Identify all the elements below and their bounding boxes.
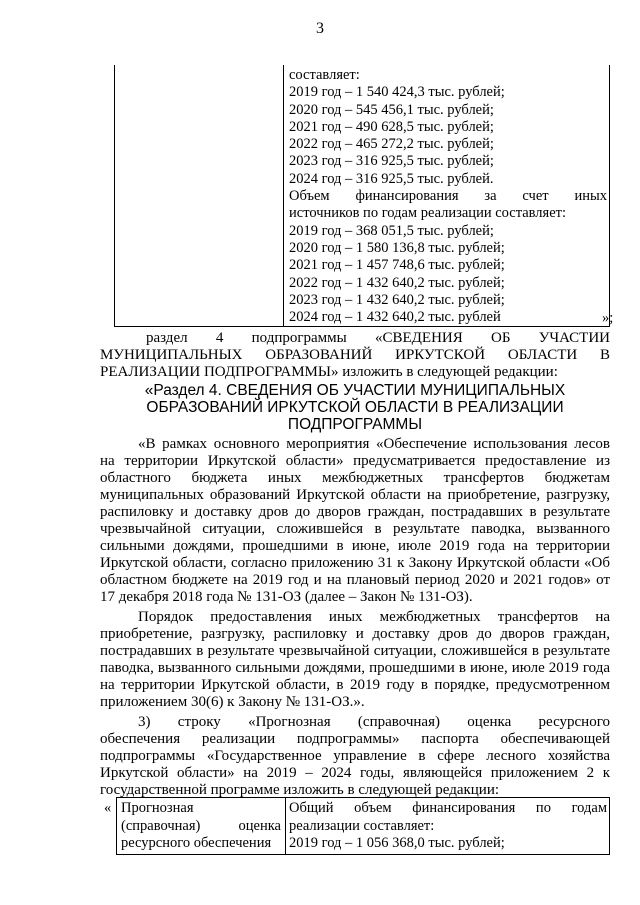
funding-line: 2023 год – 1 432 640,2 тыс. рублей;	[289, 291, 505, 308]
table-column-divider	[283, 65, 284, 326]
resource-table-label-cell	[121, 800, 281, 853]
funding-line: 2022 год – 465 272,2 тыс. рублей;	[289, 136, 494, 153]
resource-table-value-cell	[289, 800, 607, 853]
funding-line: 2024 год – 316 925,5 тыс. рублей.	[289, 170, 494, 187]
funding-line: 2019 год – 368 051,5 тыс. рублей;	[289, 222, 494, 239]
funding-line: 2019 год – 1 540 424,3 тыс. рублей;	[289, 84, 505, 101]
funding-line: источников по годам реализации составляет:	[289, 205, 567, 222]
table-column-divider	[285, 798, 286, 854]
body-line: паводка, вызванного сильными дождями, прошедшими в июне, июле 2019 года	[100, 660, 610, 676]
body-line: Иркутской области» на 2019 – 2024 годы, являющейся приложением 2 к	[100, 765, 610, 781]
body-line: на территории Иркутской области, в 2019 году в порядке, предусмотренном	[100, 677, 610, 693]
body-line: РЕАЛИЗАЦИИ ПОДПРОГРАММЫ» изложить в следующей редакции:	[100, 364, 558, 380]
resource-table	[116, 797, 610, 855]
funding-line: 2023 год – 316 925,5 тыс. рублей;	[289, 153, 494, 170]
funding-line: 2021 год – 490 628,5 тыс. рублей;	[289, 118, 494, 135]
value-line: реализации составляет:	[289, 817, 435, 834]
body-line: 3) строку «Прогнозная (справочная) оценка ресурсного	[138, 714, 610, 730]
body-line: Иркутской области, согласно приложению 31 к Закону Иркутской области «Об	[100, 555, 610, 571]
funding-cell	[289, 67, 607, 326]
body-line: сильными дождями, прошедшими в июне, июле 2019 года на территории	[100, 538, 610, 554]
section-heading: «Раздел 4. СВЕДЕНИЯ ОБ УЧАСТИИ МУНИЦИПАЛЬНЫХ	[144, 382, 566, 399]
body-line: раздел 4 подпрограммы «СВЕДЕНИЯ ОБ УЧАСТИИ	[146, 330, 610, 346]
funding-line: Объем финансирования за счет иных	[289, 188, 607, 205]
body-line: областного бюджета иных межбюджетных трансфертов бюджетам	[100, 470, 610, 486]
label-line: ресурсного обеспечения	[121, 835, 272, 851]
body-line: МУНИЦИПАЛЬНЫХ ОБРАЗОВАНИЙ ИРКУТСКОЙ ОБЛАСТИ В	[100, 347, 610, 363]
body-line: Порядок предоставления иных межбюджетных трансфертов на	[138, 609, 610, 625]
section-heading: ПОДПРОГРАММЫ	[287, 416, 423, 433]
body-line: подпрограммы «Государственное управление в сфере лесного хозяйства	[100, 748, 610, 764]
body-line: чрезвычайной ситуации, сложившейся в результате паводка, вызванного	[100, 521, 610, 537]
label-line: (справочная) оценка	[121, 817, 281, 834]
page-number: 3	[316, 20, 324, 37]
label-line: Прогнозная	[121, 800, 194, 816]
funding-line: 2024 год – 1 432 640,2 тыс. рублей	[289, 309, 501, 326]
funding-table-continuation	[114, 65, 610, 327]
body-line: на территории Иркутской области» предусматривается предоставление из	[100, 453, 610, 469]
closing-quote-mark: »;	[602, 310, 614, 326]
section-heading: ОБРАЗОВАНИЙ ИРКУТСКОЙ ОБЛАСТИ В РЕАЛИЗАЦИИ	[146, 399, 564, 416]
body-line: обеспечения реализации подпрограммы» паспорта обеспечивающей	[100, 731, 610, 747]
funding-line: составляет:	[289, 67, 360, 83]
body-line: приложением 30(6) к Закону № 131-ОЗ.».	[100, 694, 365, 710]
opening-quote-mark: «	[104, 800, 112, 816]
body-line: приобретение, разгрузку, распиловку и доставку дров до дворов граждан,	[100, 626, 610, 642]
body-line: 17 декабря 2018 года № 131-ОЗ (далее – Закон № 131-ОЗ).	[100, 589, 473, 605]
body-line: распиловку и доставку дров до дворов граждан, пострадавших в результате	[100, 504, 610, 520]
body-line: областном бюджете на 2019 год и на плановый период 2020 и 2021 годов» от	[100, 572, 610, 588]
funding-line: 2020 год – 545 456,1 тыс. рублей;	[289, 101, 494, 118]
value-line: 2019 год – 1 056 368,0 тыс. рублей;	[289, 835, 505, 851]
body-line: «В рамках основного мероприятия «Обеспечение использования лесов	[138, 436, 610, 452]
body-line: муниципальных образований Иркутской области на приобретение, разгрузку,	[100, 487, 610, 503]
funding-line: 2022 год – 1 432 640,2 тыс. рублей;	[289, 274, 505, 291]
funding-line: 2021 год – 1 457 748,6 тыс. рублей;	[289, 257, 505, 274]
body-line: пострадавших в результате чрезвычайной ситуации, сложившейся в результате	[100, 643, 610, 659]
value-line: Общий объем финансирования по годам	[289, 800, 607, 816]
body-line: государственной программе изложить в следующей редакции:	[100, 782, 500, 798]
funding-line: 2020 год – 1 580 136,8 тыс. рублей;	[289, 239, 505, 256]
